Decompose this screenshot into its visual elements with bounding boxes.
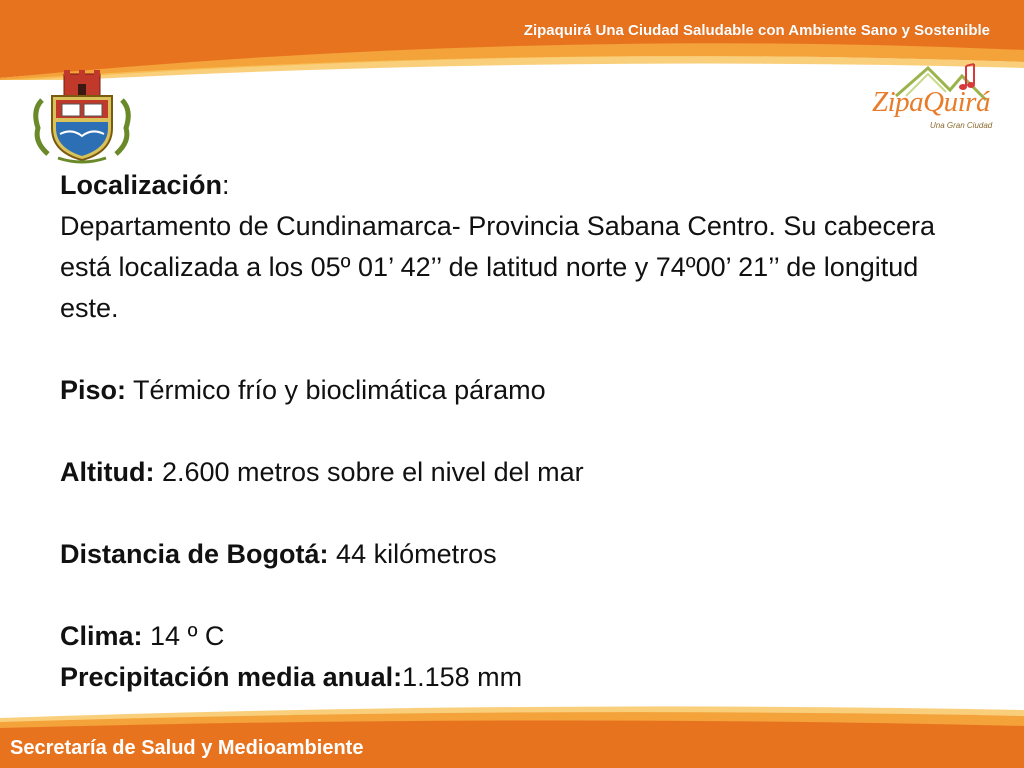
altitud-label: Altitud: (60, 457, 155, 487)
coat-of-arms-icon (28, 70, 136, 166)
localizacion-text: Departamento de Cundinamarca- Provincia Sabana Centro. Su cabecera está localizada a los 05º 01’ 42’’ de latitud norte y 74º00’ 21’’ de longitud este. (60, 211, 935, 323)
clima-value: 14 º C (142, 621, 225, 651)
brand-subtitle: Una Gran Ciudad (930, 121, 993, 130)
header-tagline: Zipaquirá Una Ciudad Saludable con Ambiente Sano y Sostenible (523, 22, 990, 39)
localizacion-colon: : (222, 170, 230, 200)
piso-value: Térmico frío y bioclimática páramo (126, 375, 546, 405)
distancia-label: Distancia de Bogotá: (60, 539, 329, 569)
precipitacion-value: 1.158 mm (402, 662, 523, 692)
localizacion-label: Localización (60, 170, 223, 200)
altitud-value: 2.600 metros sobre el nivel del mar (154, 457, 584, 487)
zipaquira-logo (866, 60, 1000, 136)
clima-line (60, 616, 960, 657)
distancia-value: 44 kilómetros (328, 539, 497, 569)
localizacion-paragraph (60, 165, 960, 329)
distancia-line (60, 534, 960, 575)
content-block (60, 165, 960, 698)
precipitacion-label: Precipitación media anual: (60, 662, 403, 692)
piso-label: Piso: (60, 375, 127, 405)
altitud-line (60, 452, 960, 493)
footer-department: Secretaría de Salud y Medioambiente (10, 737, 364, 759)
brand-wordmark: ZipaQuirá (872, 86, 990, 118)
piso-line (60, 370, 960, 411)
clima-label: Clima: (60, 621, 143, 651)
